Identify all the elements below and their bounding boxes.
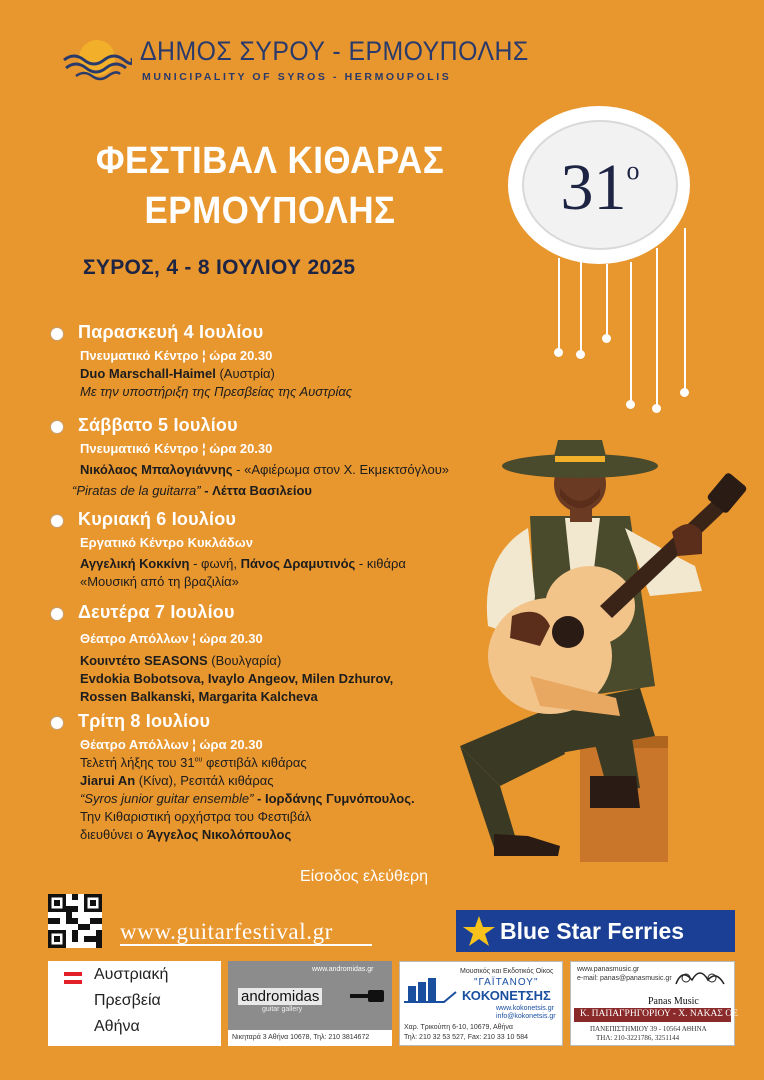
austria-line3: Αθήνα: [94, 1018, 140, 1035]
guitar-string: [606, 264, 608, 336]
municipality-name-gr: ΔΗΜΟΣ ΣΥΡΟΥ - ΕΡΜΟΥΠΟΛΗΣ: [140, 36, 529, 66]
edition-number: $31^o$: [560, 151, 640, 224]
guitar-string: [684, 228, 686, 390]
panas-name: Panas Music: [648, 996, 699, 1007]
website-underline: [120, 944, 372, 946]
instruments-drawing-icon: [672, 964, 728, 988]
day5-line5: διευθύνει ο Άγγελος Νικολόπουλος: [80, 827, 292, 842]
municipality-name-en: MUNICIPALITY OF SYROS - HERMOUPOLIS: [142, 71, 452, 83]
kokonetsis-phone: Τηλ: 210 32 53 527, Fax: 210 33 10 584: [404, 1034, 529, 1041]
string-dot: [626, 400, 635, 409]
guitarist-illustration-icon: [440, 436, 760, 866]
panas-web[interactable]: www.panasmusic.gr: [577, 966, 640, 973]
festival-title-line2: ΕΡΜΟΥΠΟΛΗΣ: [144, 190, 396, 232]
guitar-string: [656, 248, 658, 408]
kokonetsis-web[interactable]: www.kokonetsis.gr: [496, 1005, 554, 1012]
day5-line4: Την Κιθαριστική ορχήστρα του Φεστιβάλ: [80, 809, 312, 824]
website-link[interactable]: www.guitarfestival.gr: [120, 919, 333, 944]
day2-line1: Νικόλαος Μπαλογιάννης - «Αφιέρωμα στον Χ. Εκμεκτσόγλου»: [80, 462, 450, 477]
austria-line2: Πρεσβεία: [94, 992, 161, 1009]
austria-line1: Αυστριακή: [94, 966, 169, 983]
string-dot: [680, 388, 689, 397]
guitar-string: [580, 262, 582, 352]
day4-line2: Evdokia Bobotsova, Ivaylo Angeov, Milen Dzhurov,: [80, 671, 394, 686]
day3-title: Κυριακή 6 Ιουλίου: [78, 509, 237, 529]
day-bullet: [50, 716, 64, 730]
string-dot: [652, 404, 661, 413]
star-icon: [462, 914, 496, 948]
day5-line2: Jiarui An (Κίνα), Ρεσιτάλ κιθάρας: [80, 773, 274, 788]
day2-title: Σάββατο 5 Ιουλίου: [78, 415, 238, 435]
day4-line3: Rossen Balkanski, Margarita Kalcheva: [80, 689, 318, 704]
festival-title-line1: ΦΕΣΤΙΒΑΛ ΚΙΘΑΡΑΣ: [95, 140, 445, 182]
guitar-string: [630, 262, 632, 402]
day1-title: Παρασκευή 4 Ιουλίου: [78, 322, 264, 342]
panas-address: ΠΑΝΕΠΙΣΤΗΜΙΟΥ 39 - 10564 ΑΘΗΝΑ: [590, 1025, 707, 1033]
kokonetsis-line1: Μουσικός και Εκδοτικός Οίκος: [460, 968, 554, 975]
string-dot: [576, 350, 585, 359]
day3-venue: Εργατικό Κέντρο Κυκλάδων: [80, 535, 253, 550]
kokonetsis-mail[interactable]: info@kokonetsis.gr: [496, 1013, 556, 1020]
day2-line2: “Piratas de la guitarra” - Λέττα Βασιλείου: [72, 483, 312, 498]
kokonetsis-address: Χαρ. Τρικούπη 6-10, 10679, Αθήνα: [404, 1024, 513, 1031]
andromidas-name: andromidas: [238, 988, 322, 1005]
day-bullet: [50, 607, 64, 621]
guitar-string: [558, 258, 560, 350]
day1-line2: Με την υποστήριξη της Πρεσβείας της Αυστρίας: [80, 384, 353, 399]
qr-code-icon[interactable]: [48, 894, 102, 948]
day-bullet: [50, 327, 64, 341]
day3-line1: Αγγελική Κοκκίνη - φωνή, Πάνος Δραμυτινός - κιθάρα: [80, 556, 406, 571]
day5-line3: “Syros junior guitar ensemble” - Ιορδάνης Γυμνόπουλος.: [80, 791, 415, 806]
day5-venue: Θέατρο Απόλλων ¦ ώρα 20.30: [80, 737, 263, 752]
andromidas-address: Νικηταρά 3 Αθήνα 10678, Τηλ: 210 3814672: [232, 1034, 370, 1041]
day1-venue: Πνευματικό Κέντρο ¦ ώρα 20.30: [80, 348, 273, 363]
day4-line1: Κουιντέτο SEASONS (Βουλγαρία): [80, 653, 282, 668]
day1-line1: Duo Marschall-Haimel (Αυστρία): [80, 366, 275, 381]
day-bullet: [50, 420, 64, 434]
day5-line1: Τελετή λήξης του $31^{o\upsilon}$ φεστιβάλ κιθάρας: [80, 755, 307, 770]
kokonetsis-line2: "ΓΑΪΤΑΝΟΥ": [474, 977, 539, 988]
festival-dates: ΣΥΡΟΣ, 4 - 8 ΙΟΥΛΙΟΥ 2025: [83, 256, 356, 279]
day4-venue: Θέατρο Απόλλων ¦ ώρα 20.30: [80, 631, 263, 646]
panas-mail[interactable]: e-mail: panas@panasmusic.gr: [577, 975, 672, 982]
panas-company: Κ. ΠΑΠΑΓΡΗΓΟΡΙΟΥ - Χ. ΝΑΚΑΣ ΟΕ: [580, 1009, 738, 1019]
string-dot: [554, 348, 563, 357]
austria-flag-stripe: [64, 980, 82, 984]
guitar-headstock-icon: [350, 990, 384, 1002]
string-dot: [602, 334, 611, 343]
andromidas-url: www.andromidas.gr: [312, 966, 374, 973]
municipality-logo-icon: [62, 38, 132, 82]
free-entrance-note: Είσοδος ελεύθερη: [300, 868, 429, 885]
day-bullet: [50, 514, 64, 528]
bluestar-logo-text: Blue Star Ferries: [500, 918, 685, 944]
day3-line2: «Μουσική από τη βραζιλία»: [80, 574, 239, 589]
austria-flag-icon: [64, 972, 82, 976]
kokonetsis-name: ΚΟΚΟΝΕΤΣΗΣ: [462, 988, 551, 1003]
andromidas-sub: guitar gallery: [262, 1006, 303, 1013]
day5-title: Τρίτη 8 Ιουλίου: [78, 711, 211, 731]
panas-phone: ΤΗΛ: 210-3221786, 3251144: [596, 1034, 680, 1042]
day4-title: Δευτέρα 7 Ιουλίου: [78, 602, 235, 622]
music-books-icon: [404, 972, 458, 1006]
day2-venue: Πνευματικό Κέντρο ¦ ώρα 20.30: [80, 441, 273, 456]
